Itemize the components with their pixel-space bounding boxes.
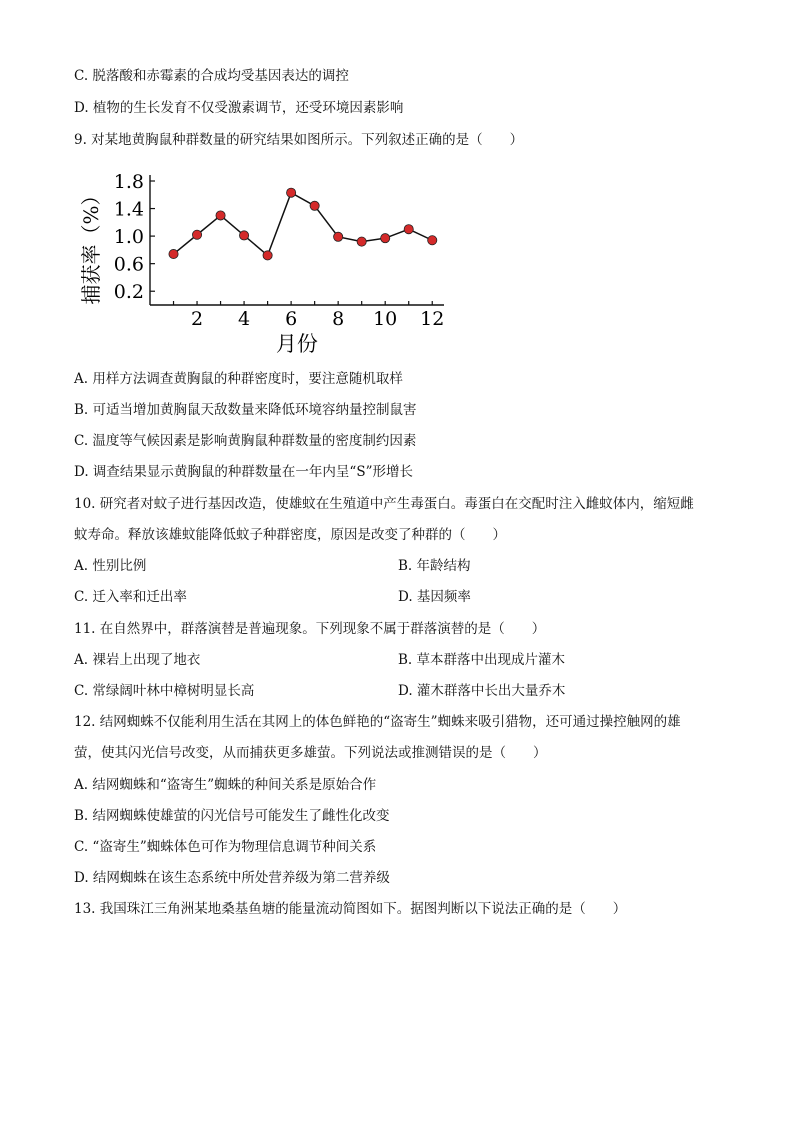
y-tick-label: 1.8	[113, 171, 144, 193]
chart-ticks	[114, 171, 445, 330]
q13-stem: 13. 我国珠江三角洲某地桑基鱼塘的能量流动简图如下。据图判断以下说法正确的是（ ）	[74, 901, 627, 917]
y-tick-label: 1.0	[113, 226, 144, 249]
q11-option-d: D. 灌木群落中长出大量乔木	[398, 683, 566, 699]
x-tick-label: 10	[373, 308, 398, 330]
q10-option-c: C. 迁入率和迁出率	[74, 589, 187, 605]
y-tick-label: 0.2	[113, 281, 144, 304]
data-point	[404, 225, 413, 234]
q9-option-a: A. 用样方法调查黄胸鼠的种群密度时，要注意随机取样	[74, 371, 403, 387]
q10-option-a: A. 性别比例	[74, 558, 147, 574]
y-tick-label: 1.4	[113, 198, 144, 221]
x-tick-label: 4	[238, 308, 251, 330]
x-tick-label: 8	[332, 308, 345, 330]
data-point	[428, 236, 437, 245]
q10-option-b: B. 年龄结构	[398, 558, 471, 574]
y-axis-label: 捕获率（%）	[79, 185, 103, 305]
series-line	[174, 193, 433, 256]
q12-option-c: C. “盗寄生”蜘蛛体色可作为物理信息调节种间关系	[74, 839, 377, 855]
q12-stem-line2: 萤，使其闪光信号改变，从而捕获更多雄萤。下列说法或推测错误的是（ ）	[74, 745, 547, 761]
q9-option-c: C. 温度等气候因素是影响黄胸鼠种群数量的密度制约因素	[74, 433, 417, 449]
data-point	[263, 251, 272, 260]
data-point	[287, 188, 296, 197]
q8-option-c: C. 脱落酸和赤霉素的合成均受基因表达的调控	[74, 68, 349, 84]
capture-rate-chart	[74, 165, 454, 355]
x-tick-label: 6	[285, 308, 298, 330]
q12-stem-line1: 12. 结网蜘蛛不仅能利用生活在其网上的体色鲜艳的“盗寄生”蜘蛛来吸引猎物，还可通过操控触网的雄	[74, 714, 681, 730]
q12-option-b: B. 结网蜘蛛使雄萤的闪光信号可能发生了雌性化改变	[74, 808, 390, 824]
q9-option-d: D. 调查结果显示黄胸鼠的种群数量在一年内呈“S”形增长	[74, 464, 413, 480]
q11-option-a: A. 裸岩上出现了地衣	[74, 652, 201, 668]
data-point	[192, 230, 201, 239]
chart-axes	[150, 175, 444, 305]
q10-option-d: D. 基因频率	[398, 589, 471, 605]
q10-stem-line1: 10. 研究者对蚊子进行基因改造，使雄蚊在生殖道中产生毒蛋白。毒蛋白在交配时注入雌蚊体内，缩短雌	[74, 496, 694, 512]
q11-option-b: B. 草本群落中出现成片灌木	[398, 652, 566, 668]
q9-option-b: B. 可适当增加黄胸鼠天敌数量来降低环境容纳量控制鼠害	[74, 402, 417, 418]
q10-stem-line2: 蚊寿命。释放该雄蚊能降低蚊子种群密度，原因是改变了种群的（ ）	[74, 527, 506, 543]
data-point	[310, 201, 319, 210]
q9-stem: 9. 对某地黄胸鼠种群数量的研究结果如图所示。下列叙述正确的是（ ）	[74, 132, 524, 148]
x-tick-label: 12	[420, 308, 445, 330]
y-tick-label: 0.6	[113, 253, 144, 276]
q8-option-d: D. 植物的生长发育不仅受激素调节，还受环境因素影响	[74, 100, 404, 116]
data-point	[381, 234, 390, 243]
data-point	[357, 237, 366, 246]
data-point	[169, 249, 178, 258]
chart-series	[169, 188, 437, 260]
data-point	[239, 231, 248, 240]
q11-stem: 11. 在自然界中，群落演替是普遍现象。下列现象不属于群落演替的是（ ）	[74, 621, 546, 637]
data-point	[216, 211, 225, 220]
x-tick-label: 2	[190, 308, 204, 330]
q12-option-d: D. 结网蜘蛛在该生态系统中所处营养级为第二营养级	[74, 870, 390, 886]
q11-option-c: C. 常绿阔叶林中樟树明显长高	[74, 683, 255, 699]
x-axis-label: 月份	[275, 332, 318, 355]
data-point	[334, 232, 343, 241]
q12-option-a: A. 结网蜘蛛和“盗寄生”蜘蛛的种间关系是原始合作	[74, 777, 377, 793]
